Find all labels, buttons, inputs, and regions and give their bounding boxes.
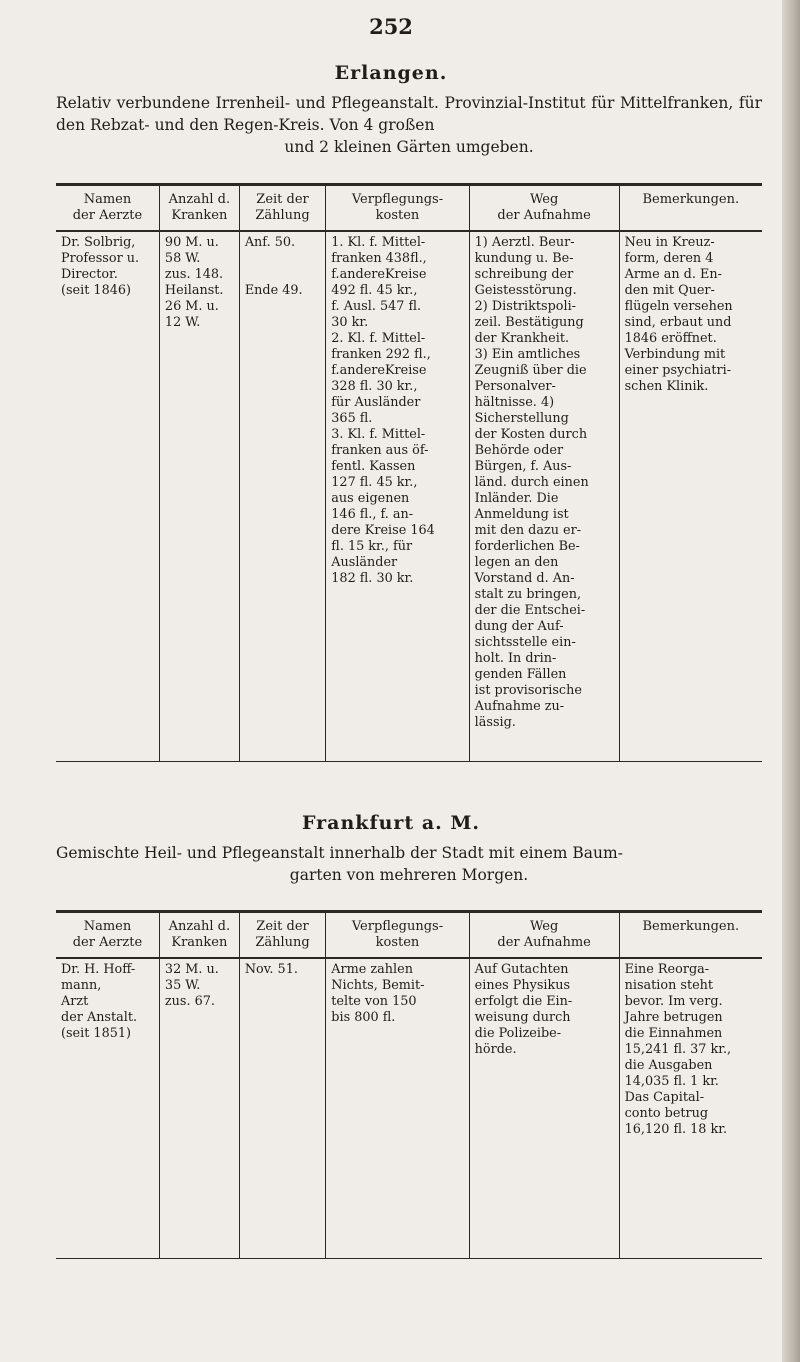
column-header-remarks	[619, 912, 762, 959]
cell-line: (seit 1846)	[61, 283, 131, 298]
cell-line: länd. durch einen	[474, 475, 589, 490]
cell-line: ist provisorische	[474, 683, 582, 698]
cell-physician	[56, 231, 159, 761]
cell-line: (seit 1851)	[61, 1026, 131, 1041]
cell-line: für Ausländer	[331, 395, 421, 410]
header-row	[56, 912, 762, 959]
header-text: Zählung	[255, 208, 310, 223]
cell-line: 3. Kl. f. Mittel-	[331, 427, 426, 442]
cell-line: Arme zahlen	[331, 962, 413, 977]
cell-line: hörde.	[474, 1042, 517, 1057]
cell-patient-count	[159, 958, 239, 1258]
cell-admission-procedure	[469, 958, 619, 1258]
column-header-admission-procedure	[469, 185, 619, 232]
header-text: der Aufnahme	[497, 208, 591, 223]
page-edge	[782, 0, 800, 1362]
cell-line: Sicherstellung	[474, 411, 569, 426]
table-body	[56, 231, 762, 761]
column-header-remarks	[619, 185, 762, 232]
cell-line: Nichts, Bemit-	[331, 978, 425, 993]
cell-line: Personalver-	[474, 379, 556, 394]
cell-line: Arme an d. En-	[624, 267, 722, 282]
cell-admission-procedure	[469, 231, 619, 761]
intro-line: und 2 kleinen Gärten umgeben.	[284, 138, 534, 156]
header-text: Bemerkungen.	[642, 919, 740, 934]
column-header-physician	[56, 185, 159, 232]
section-intro-frankfurt	[56, 842, 762, 886]
cell-line: Geistesstörung.	[474, 283, 577, 298]
table-header	[56, 912, 762, 959]
cell-line: Dr. Solbrig,	[61, 235, 136, 250]
cell-line: Jahre betrugen	[624, 1010, 723, 1025]
cell-line: Nov. 51.	[244, 962, 298, 977]
cell-line: flügeln versehen	[624, 299, 733, 314]
header-text: Zeit der	[256, 192, 309, 207]
cell-line: eines Physikus	[474, 978, 571, 993]
cell-line: 492 fl. 45 kr.,	[331, 283, 418, 298]
column-header-census-time	[239, 912, 325, 959]
cell-line: 146 fl., f. an-	[331, 507, 414, 522]
cell-line: Bürgen, f. Aus-	[474, 459, 572, 474]
cell-line: Inländer. Die	[474, 491, 559, 506]
cell-line: 14,035 fl. 1 kr.	[624, 1074, 719, 1089]
cell-line: genden Fällen	[474, 667, 567, 682]
cell-line: Behörde oder	[474, 443, 564, 458]
header-text: Verpflegungs-	[351, 192, 444, 207]
cell-line: form, deren 4	[624, 251, 714, 266]
cell-line: Professor u.	[61, 251, 140, 266]
cell-line: Neu in Kreuz-	[624, 235, 715, 250]
cell-line: dung der Auf-	[474, 619, 564, 634]
cell-line: der Anstalt.	[61, 1010, 138, 1025]
column-header-census-time	[239, 185, 325, 232]
cell-line: 1. Kl. f. Mittel-	[331, 235, 426, 250]
cell-line: kundung u. Be-	[474, 251, 574, 266]
cell-line: mann,	[61, 978, 102, 993]
column-header-admission-procedure	[469, 912, 619, 959]
cell-line: hältnisse. 4)	[474, 395, 555, 410]
section-intro-erlangen	[56, 92, 762, 158]
cell-line: fl. 15 kr., für	[331, 539, 413, 554]
cell-line: der die Entschei-	[474, 603, 586, 618]
cell-line: dere Kreise 164	[331, 523, 435, 538]
cell-line: zus. 67.	[164, 994, 215, 1009]
cell-line: 26 M. u.	[164, 299, 219, 314]
intro-line: Gemischte Heil- und Pflegeanstalt innerhalb der Stadt mit einem Baum-	[56, 844, 623, 862]
cell-line: Aufnahme zu-	[474, 699, 565, 714]
header-text: Kranken	[171, 208, 228, 223]
cell-line: Das Capital-	[624, 1090, 705, 1105]
cell-line: 127 fl. 45 kr.,	[331, 475, 418, 490]
cell-line: nisation steht	[624, 978, 714, 993]
cell-line: 12 W.	[164, 315, 201, 330]
header-text: Weg	[529, 192, 559, 207]
column-header-physician	[56, 912, 159, 959]
cell-patient-count	[159, 231, 239, 761]
cell-line: bis 800 fl.	[331, 1010, 396, 1025]
cell-line: franken 438fl.,	[331, 251, 427, 266]
cell-line: 328 fl. 30 kr.,	[331, 379, 418, 394]
cell-line: schen Klinik.	[624, 379, 709, 394]
table-row	[56, 958, 762, 1258]
cell-line: 2. Kl. f. Mittel-	[331, 331, 426, 346]
cell-line: 3) Ein amtliches	[474, 347, 581, 362]
header-text: Namen	[83, 919, 132, 934]
cell-line: die Einnahmen	[624, 1026, 723, 1041]
cell-line: f.andereKreise	[331, 363, 427, 378]
column-header-patient-count	[159, 185, 239, 232]
cell-line: bevor. Im verg.	[624, 994, 723, 1009]
cell-line: Anf. 50.	[244, 235, 296, 250]
column-header-care-costs	[326, 912, 469, 959]
cell-line: Director.	[61, 267, 118, 282]
table-body	[56, 958, 762, 1258]
section-title-erlangen: Erlangen.	[334, 62, 448, 84]
cell-line: Eine Reorga-	[624, 962, 710, 977]
cell-line: Zeugniß über die	[474, 363, 587, 378]
header-text: Anzahl d.	[168, 192, 231, 207]
header-text: der Aufnahme	[497, 935, 591, 950]
cell-line	[245, 251, 320, 267]
cell-line: franken 292 fl.,	[331, 347, 431, 362]
cell-line: f.andereKreise	[331, 267, 427, 282]
column-header-patient-count	[159, 912, 239, 959]
cell-line: f. Ausl. 547 fl.	[331, 299, 422, 314]
cell-line: Verbindung mit	[624, 347, 726, 362]
page-number: 252	[369, 14, 413, 39]
cell-remarks	[619, 958, 762, 1258]
cell-line: sichtsstelle ein-	[474, 635, 576, 650]
cell-line: 32 M. u.	[164, 962, 219, 977]
cell-line: stalt zu bringen,	[474, 587, 582, 602]
cell-line: der Krankheit.	[474, 331, 570, 346]
cell-care-costs	[326, 231, 469, 761]
cell-line: Ende 49.	[244, 283, 303, 298]
cell-line: 1) Aerztl. Beur-	[474, 235, 575, 250]
section-title-frankfurt: Frankfurt a. M.	[301, 812, 481, 834]
cell-line: 35 W.	[164, 978, 201, 993]
cell-line: 182 fl. 30 kr.	[331, 571, 414, 586]
asylum-table-frankfurt	[56, 910, 762, 1259]
header-text: der Aerzte	[72, 935, 143, 950]
cell-line: 90 M. u.	[164, 235, 219, 250]
cell-line: der Kosten durch	[474, 427, 588, 442]
cell-physician	[56, 958, 159, 1258]
cell-line: zus. 148.	[164, 267, 224, 282]
header-text: Kranken	[171, 935, 228, 950]
cell-line: den mit Quer-	[624, 283, 715, 298]
cell-line: franken aus öf-	[331, 443, 429, 458]
table-header	[56, 185, 762, 232]
cell-care-costs	[326, 958, 469, 1258]
header-text: Bemerkungen.	[642, 192, 740, 207]
cell-line	[245, 267, 320, 283]
cell-remarks	[619, 231, 762, 761]
cell-line: lässig.	[474, 715, 516, 730]
cell-line: Vorstand d. An-	[474, 571, 575, 586]
cell-line: die Ausgaben	[624, 1058, 713, 1073]
cell-line: zeil. Bestätigung	[474, 315, 584, 330]
header-text: Namen	[83, 192, 132, 207]
cell-line: Ausländer	[331, 555, 398, 570]
intro-line: garten von mehreren Morgen.	[289, 866, 529, 884]
cell-line: Heilanst.	[164, 283, 224, 298]
cell-line: sind, erbaut und	[624, 315, 732, 330]
cell-line: legen an den	[474, 555, 559, 570]
header-text: kosten	[375, 208, 420, 223]
cell-line: telte von 150	[331, 994, 417, 1009]
cell-line: conto betrug	[624, 1106, 709, 1121]
cell-line: die Polizeibe-	[474, 1026, 562, 1041]
cell-line: mit den dazu er-	[474, 523, 582, 538]
cell-line: 1846 eröffnet.	[624, 331, 717, 346]
header-text: Weg	[529, 919, 559, 934]
cell-line: weisung durch	[474, 1010, 571, 1025]
cell-line: Auf Gutachten	[474, 962, 569, 977]
cell-line: aus eigenen	[331, 491, 410, 506]
header-row	[56, 185, 762, 232]
cell-census-time	[239, 958, 325, 1258]
cell-line: Anmeldung ist	[474, 507, 569, 522]
cell-line: 16,120 fl. 18 kr.	[624, 1122, 728, 1137]
cell-line: fentl. Kassen	[331, 459, 416, 474]
cell-line: einer psychiatri-	[624, 363, 732, 378]
header-text: Zählung	[255, 935, 310, 950]
header-text: der Aerzte	[72, 208, 143, 223]
header-text: Anzahl d.	[168, 919, 231, 934]
cell-line: 58 W.	[164, 251, 201, 266]
cell-line: schreibung der	[474, 267, 574, 282]
cell-line: 30 kr.	[331, 315, 369, 330]
cell-census-time	[239, 231, 325, 761]
header-text: kosten	[375, 935, 420, 950]
cell-line: Dr. H. Hoff-	[61, 962, 136, 977]
asylum-table-erlangen	[56, 183, 762, 762]
cell-line: Arzt	[61, 994, 89, 1009]
table-row	[56, 231, 762, 761]
cell-line: 15,241 fl. 37 kr.,	[624, 1042, 732, 1057]
cell-line: holt. In drin-	[474, 651, 557, 666]
intro-line: Mittelfranken, für den Rebzat- und den Regen-Kreis. Von 4 großen	[56, 94, 762, 134]
cell-line: forderlichen Be-	[474, 539, 580, 554]
cell-line: erfolgt die Ein-	[474, 994, 573, 1009]
column-header-care-costs	[326, 185, 469, 232]
header-text: Verpflegungs-	[351, 919, 444, 934]
cell-line: 365 fl.	[331, 411, 373, 426]
header-text: Zeit der	[256, 919, 309, 934]
cell-line: 2) Distriktspoli-	[474, 299, 577, 314]
intro-line: Relativ verbundene Irrenheil- und Pflegeanstalt. Provinzial-Institut für	[56, 94, 615, 112]
